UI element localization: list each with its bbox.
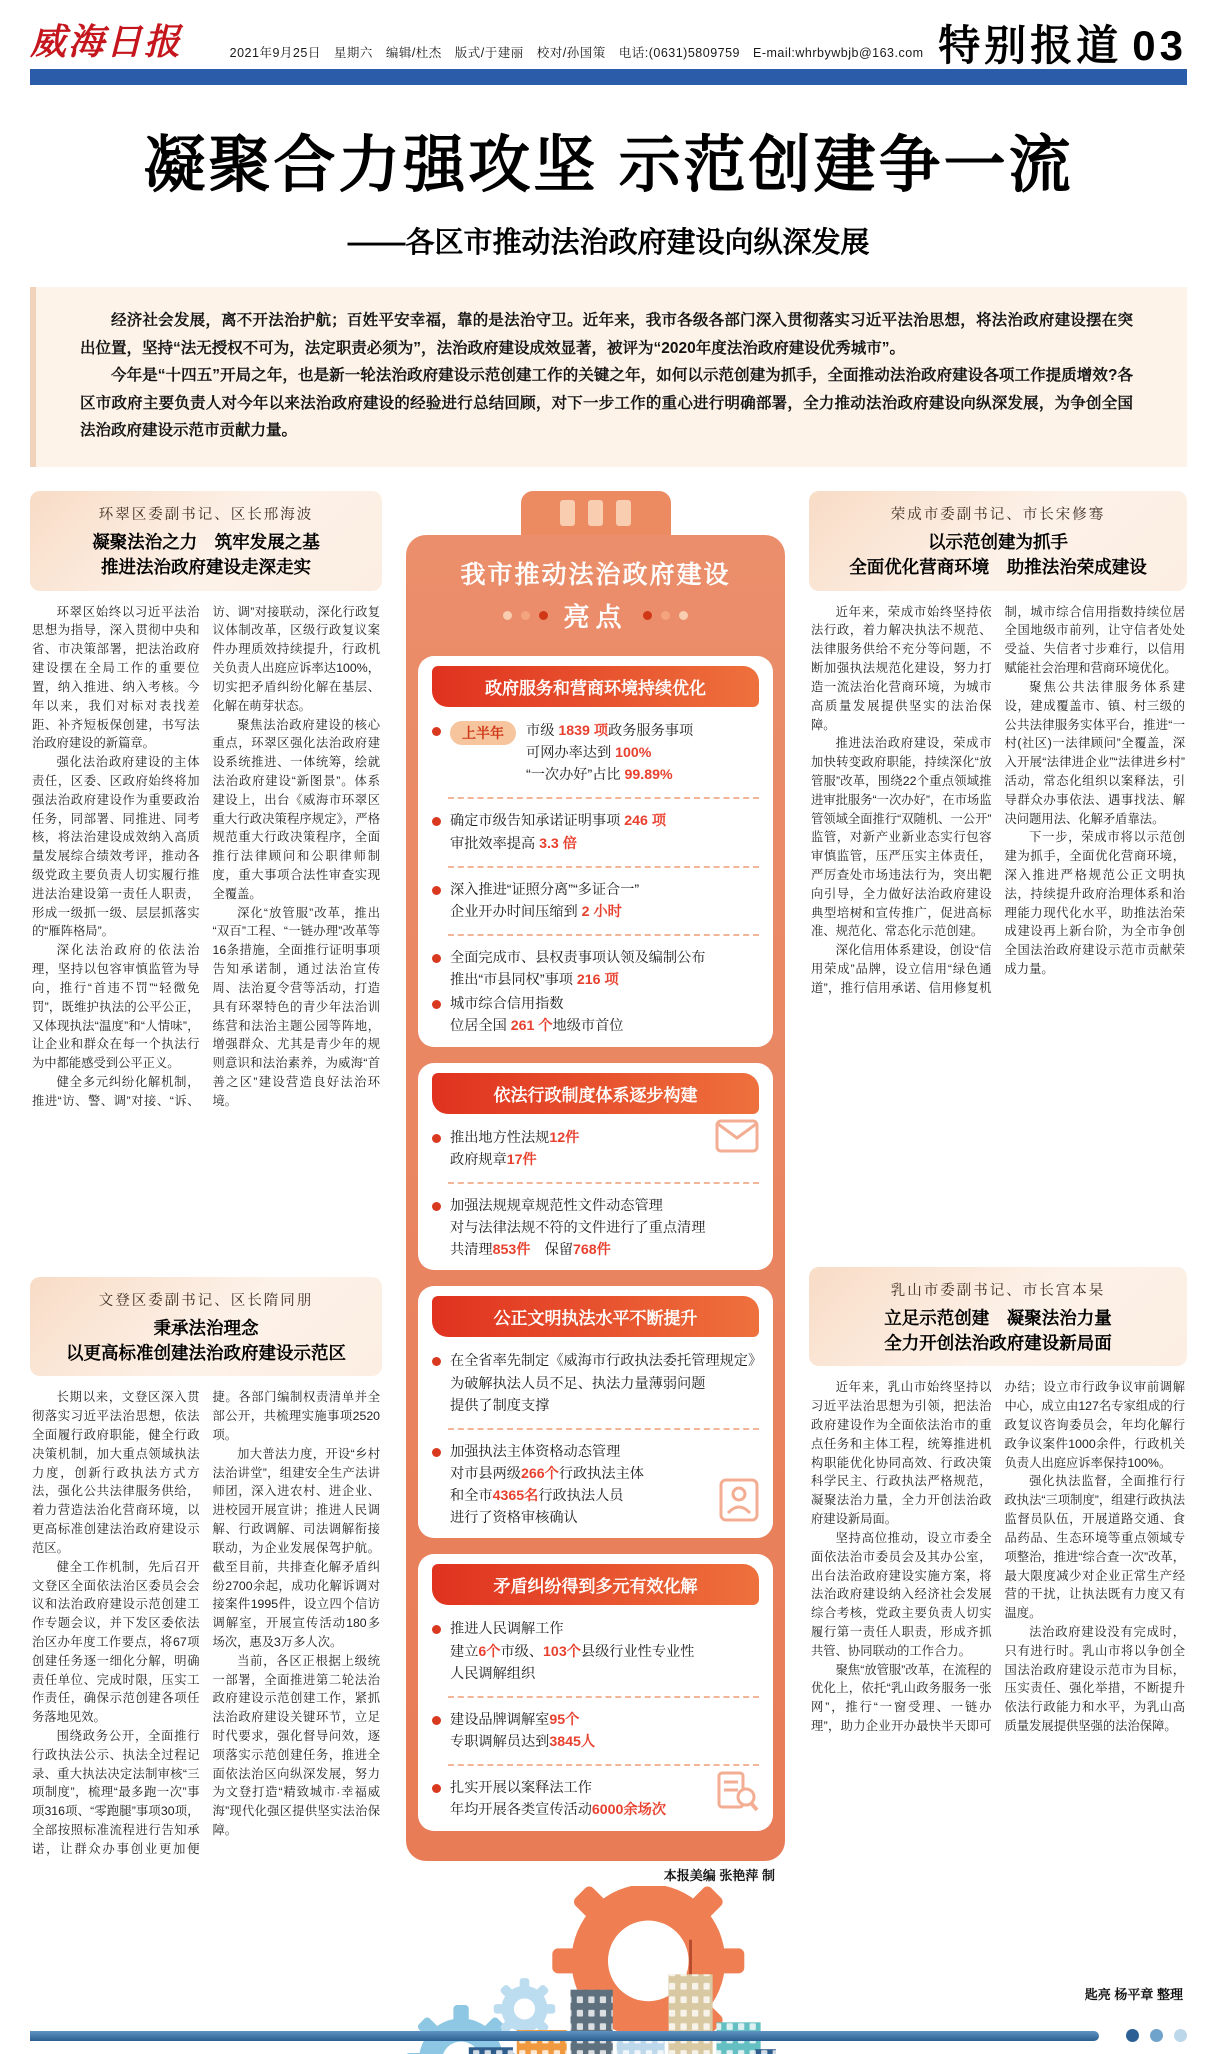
highlight-line: 深入推进“证照分离”“多证合一”: [450, 881, 640, 898]
body-paragraph: 推进法治政府建设，荣成市加快转变政府职能，持续深化“放管服”改革，围绕22个重点领域推进审批服务“一次办好”，在市场监管领域全面推行“双随机、一公开”监管，对新产业新业态实行包容审慎监管，压严压实主体责任，严厉查处市场违法行为，突出靶向引导，全力做好法治政府建设典型培树和宣传推广，促进高标准、规范化、常态化示范创建。: [811, 736, 992, 939]
highlight-line: 和全市4365名行政执法人员: [450, 1488, 624, 1505]
highlight-item: [430, 1194, 761, 1262]
highlight-item: [430, 946, 761, 992]
bullet-icon: [432, 1000, 441, 1009]
highlight-line: 推进人民调解工作: [450, 1621, 564, 1638]
main-headline: 凝聚合力强攻坚 示范创建争一流: [143, 131, 1074, 200]
highlight-item: [430, 809, 761, 855]
highlight-banner: 依法行政制度体系逐步构建: [432, 1073, 759, 1114]
highlight-line: 城市综合信用指数: [450, 996, 564, 1013]
body-paragraph: 聚焦公共法律服务体系建设，建成覆盖市、镇、村三级的公共法律服务实体平台，推进“一村(社区)一法律顾问”全覆盖，深入开展“法律进企业”“法律进乡村”活动，常态化组织以案释法，引导群众办事依法、遇事找法、解决问题用法、化解矛盾靠法。: [1004, 679, 1185, 826]
section-title: 全力开创法治政府建设新局面: [884, 1333, 1112, 1354]
bullet-icon: [432, 1134, 441, 1143]
highlight-line: 对与法律法规不符的文件进行了重点清理: [450, 1220, 706, 1237]
building-tab-icon: [521, 491, 671, 535]
masthead-rule: [30, 69, 1187, 85]
highlight-line: 进行了资格审核确认: [450, 1510, 578, 1527]
bullet-icon: [432, 1202, 441, 1211]
official-title: 环翠区委副书记、区长邢海波: [98, 506, 314, 523]
period-badge: 上半年: [450, 721, 516, 745]
section-header: [809, 1267, 1187, 1367]
body-paragraph: 健全工作机制，先后召开文登区全面依法治区委员会会议和法治政府建设示范创建工作专题会议，并下发区委依法治区办年度工作要点，将67项创建任务逐一细化分解，明确责任单位、完成时限，压实工作责任，确保示范创建各项任务落地见效。: [32, 1559, 200, 1725]
section-title: 凝聚法治之力 筑牢发展之基: [92, 531, 320, 552]
body-paragraph: 近年来，荣成市始终坚持依法行政，着力解决执法不规范、法律服务供给不充分等问题，不断加强执法规范化建设，努力打造一流法治化营商环境，为城市高质量发展提供坚实的法治保障。: [811, 604, 992, 732]
footer-dot-icon: [1126, 2029, 1139, 2042]
highlight-line: 全面完成市、县权责事项认领及编制公布: [450, 949, 706, 966]
center-feature-column: [406, 491, 785, 2054]
highlight-line: 政府规章17件: [450, 1151, 537, 1168]
highlight-line: 可网办率达到 100%: [526, 745, 652, 762]
highlight-banner: 政府服务和营商环境持续优化: [432, 666, 759, 707]
footer-dot-icon: [1150, 2029, 1163, 2042]
bullet-icon: [432, 727, 441, 736]
highlight-line: 专职调解员达到3845人: [450, 1734, 596, 1751]
section-header: [30, 1277, 382, 1377]
page-section-label: [938, 22, 1187, 70]
newspaper-logo: 威海日报: [30, 22, 183, 62]
footer-dot-icon: [1174, 2029, 1187, 2042]
highlight-item: [430, 719, 761, 787]
intro-paragraph: 经济社会发展，离不开法治护航；百姓平安幸福，靠的是法治守卫。近年来，我市各级各部门深入贯彻落实习近平法治思想，将法治政府建设摆在突出位置，坚持“法无授权不可为，法定职责必须为”，法治政府建设成效显著，被评为“2020年度法治政府建设优秀城市”。: [80, 312, 1133, 357]
dot-icon: [661, 611, 670, 620]
bullet-icon: [432, 817, 441, 826]
feature-box: [406, 535, 785, 1861]
bullet-icon: [432, 1716, 441, 1725]
bullet-icon: [432, 1625, 441, 1634]
highlight-line: “一次办好”占比 99.89%: [526, 767, 673, 784]
page-footer: [30, 2029, 1187, 2042]
dot-icon: [643, 611, 652, 620]
body-paragraph: 聚焦法治政府建设的核心重点，环翠区强化法治政府建设系统推进、一体统筹，绘就法治政府建设“新图景”。体系建设上，出台《威海市环翠区重大行政决策程序规定》，严格规范重大行政决策程序，全面推行法律顾问和公职律师制度，重大事项合法性审查实现全覆盖。: [212, 717, 380, 901]
dashed-divider: [448, 1696, 759, 1698]
bullet-icon: [432, 1784, 441, 1793]
body-paragraph: 强化法治政府建设的主体责任，区委、区政府始终将加强法治政府建设作为重要政治任务，同部署、同推进、同考核，将法治建设成效纳入高质量发展综合绩效考评，推动各级党政主要负责人切实履行推进法治建设第一责任人职责，形成一级抓一级、层层抓落实的“雁阵格局”。: [32, 755, 200, 939]
highlight-item: [430, 1617, 761, 1685]
art-credit: 本报美编 张艳萍 制: [663, 1867, 775, 1883]
highlight-box-services: [418, 656, 773, 1047]
highlight-line: 加强法规规章规范性文件动态管理: [450, 1197, 663, 1214]
body-paragraph: 深化信用体系建设，创设“信用荣成”品牌，设立信用“绿色通道”，推行信用承诺、信用修复机制，城市综合信用指数持续位居全国地级市前列，让守信者处处受益、失信者寸步难行，以信用赋能社会治理和营商环境优化。: [811, 604, 1185, 995]
official-title: 文登区委副书记、区长隋同朋: [98, 1292, 314, 1309]
body-paragraph: 当前，各区正根据上级统一部署，全面推进第二轮法治政府建设示范创建工作，紧抓法治政府建设关键环节，立足时代要求，强化督导问效，逐项落实示范创建任务，推进全面依法治区向纵深发展，努力为文登打造“精致城市·幸福威海”现代化强区提供坚实法治保障。: [212, 1653, 380, 1838]
section-title: 秉承法治理念: [153, 1317, 259, 1338]
body-paragraph: 加大普法力度，开设“乡村法治讲堂”，组建安全生产法讲师团，深入进农村、进企业、进校园开展宣讲；推进人民调解、行政调解、司法调解衔接联动，为企业发展保驾护航。截至目前，共排查化解矛盾纠纷2700余起，成功化解诉调对接案件1995件，设立四个信访调解室，开展宣传活动180多场次，惠及3万多人次。: [212, 1446, 380, 1649]
body-paragraph: 长期以来，文登区深入贯彻落实习近平法治思想，依法全面履行政府职能，健全行政决策机制，加大重点领域执法力度，创新行政执法方式方法，强化公共法律服务供给，着力营造法治化营商环境，以更高标准创建法治政府建设示范区。: [32, 1390, 200, 1555]
section-title: 全面优化营商环境 助推法治荣成建设: [849, 557, 1147, 578]
highlight-item: [430, 1349, 761, 1417]
magnifier-document-icon: [717, 1769, 759, 1813]
envelope-icon: [715, 1119, 759, 1153]
section-header: [30, 491, 382, 591]
highlight-line: 提供了制度支撑: [450, 1397, 550, 1414]
section-header: [809, 491, 1187, 591]
sub-headline: ——各区市推动法治政府建设向纵深发展: [347, 227, 870, 259]
dot-icon: [539, 611, 548, 620]
section-title: 推进法治政府建设走深走实: [101, 557, 311, 578]
section-body: [811, 1378, 1185, 1974]
body-paragraph: 坚持高位推动，设立市委全面依法治市委员会及其办公室，出台法治政府建设实施方案，将法治政府建设纳入经济社会发展综合考核，党政主要负责人切实履行第一责任人职责，形成齐抓共管、协同联动的工作合力。: [811, 1530, 992, 1658]
highlight-item: [430, 992, 761, 1038]
highlight-line: 确定市级告知承诺证明事项 246 项: [450, 813, 667, 830]
highlight-banner: 矛盾纠纷得到多元有效化解: [432, 1564, 759, 1605]
highlight-item: [430, 878, 761, 924]
body-paragraph: 围绕政务公开，全面推行行政执法公示、执法全过程记录、重大执法决定法制审核“三项制度”，梳理“最多跑一次”事项316项、“零跑腿”事项30项，全部按照标准流程进行告知承诺，让群众办事创业更加便捷。各部门编制权责清单并全部公开，共梳理实施事项2520项。: [32, 1390, 380, 1856]
highlight-line: 对市县两级266个行政执法主体: [450, 1466, 644, 1483]
highlight-line: 在全省率先制定《威海市行政执法委托管理规定》: [450, 1353, 763, 1370]
body-paragraph: 环翠区始终以习近平法治思想为指导，深入贯彻中央和省、市决策部署，把法治政府建设摆在全局工作的重要位置，纳入推进、纳入考核。今年以来，我们对标对表找差距、补齐短板保创建，书写法治政府建设的新篇章。: [32, 604, 200, 751]
highlight-box-enforcement: [418, 1286, 773, 1538]
highlight-item: [430, 1126, 761, 1172]
section-rushan: [809, 1267, 1187, 2004]
feature-title: 我市推动法治政府建设: [460, 560, 731, 589]
highlight-item: [430, 1776, 761, 1822]
highlight-line: 位居全国 261 个地级市首位: [450, 1018, 624, 1035]
highlight-line: 共清理853件 保留768件: [450, 1242, 611, 1259]
feature-subtitle-row: [416, 597, 775, 646]
dot-icon: [503, 611, 512, 620]
highlight-line: 扎实开展以案释法工作: [450, 1780, 592, 1797]
dashed-divider: [448, 934, 759, 936]
highlight-line: 市级 1839 项政务服务事项: [526, 722, 694, 739]
body-paragraph: 强化执法监督，全面推行行政执法“三项制度”，组建行政执法监督员队伍，开展道路交通、食品药品、生态环境等重点领域专项整治，推进“综合查一次”改革，最大限度减少对企业正常生产经营的干扰，让执法既有力度又有温度。: [1004, 1474, 1185, 1621]
section-title: 以示范创建为抓手: [928, 531, 1068, 552]
highlight-line: 人民调解组织: [450, 1665, 536, 1682]
feature-subtitle: 亮点: [563, 601, 628, 632]
highlight-item: [430, 1440, 761, 1531]
dashed-divider: [448, 1428, 759, 1430]
highlight-banner: 公正文明执法水平不断提升: [432, 1296, 759, 1337]
section-body: [32, 1388, 380, 2024]
intro-paragraph: 今年是“十四五”开局之年，也是新一轮法治政府建设示范创建工作的关键之年，如何以示范创建为抓手，全面推动法治政府建设各项工作提质增效?各区市政府主要负责人对今年以来法治政府建设的经验进行总结回顾，对下一步工作的重心进行明确部署，全力推动法治政府建设向纵深发展，为争创全国法治政府建设示范市贡献力量。: [80, 367, 1133, 440]
bullet-icon: [432, 886, 441, 895]
highlight-box-mediation: [418, 1554, 773, 1830]
headline-block: [0, 115, 1217, 261]
highlight-line: 推出地方性法规12件: [450, 1129, 580, 1146]
dashed-divider: [448, 1182, 759, 1184]
dot-icon: [679, 611, 688, 620]
highlight-line: 审批效率提高 3.3 倍: [450, 835, 577, 852]
section-wendeng: [30, 1277, 382, 2025]
section-huancui: [30, 491, 382, 1255]
highlight-line: 建设品牌调解室95个: [450, 1711, 580, 1728]
body-paragraph: 近年来，乳山市始终坚持以习近平法治思想为引领，把法治政府建设作为全面依法治市的重点任务和主体工程，统筹推进机构职能优化协同高效、行政决策科学民主、行政执法严格规范，凝聚法治力量，全力开创法治政府建设新局面。: [811, 1380, 992, 1527]
body-paragraph: 深化法治政府的依法治理，坚持以包容审慎监管为导向，推行“首违不罚”“轻微免罚”，既维护执法的公平公正，又体现执法“温度”和“人情味”，让企业和群众在每一个执法行为中都能感受到公平正义。: [32, 943, 200, 1071]
official-title: 荣成市委副书记、市长宋修骞: [890, 506, 1106, 523]
main-columns: [30, 491, 1187, 2054]
dashed-divider: [448, 1764, 759, 1766]
body-paragraph: 法治政府建设没有完成时，只有进行时。乳山市将以争创全国法治政府建设示范市为目标，压实责任、强化举措，不断提升依法行政能力和水平，为乳山高质量发展提供坚强的法治保障。: [1004, 1624, 1185, 1734]
left-column: [30, 491, 382, 2054]
intro-box: [30, 287, 1187, 467]
highlight-line: 为破解执法人员不足、执法力量薄弱问题: [450, 1375, 706, 1392]
section-name: 特别报道: [938, 22, 1123, 70]
highlight-line: 加强执法主体资格动态管理: [450, 1443, 621, 1460]
section-title: 以更高标准创建法治政府建设示范区: [66, 1343, 346, 1364]
masthead: [0, 0, 1217, 85]
bullet-icon: [432, 1448, 441, 1457]
right-column: [809, 491, 1187, 2054]
badge-person-icon: [719, 1478, 759, 1522]
bullet-icon: [432, 954, 441, 963]
highlight-line: 企业开办时间压缩到 2 小时: [450, 903, 622, 920]
highlight-item: [430, 1708, 761, 1754]
body-paragraph: 聚焦“放管服”改革，在流程的优化上，依托“乳山政务服务一张网”，推行“一窗受理、一链办理”，助力企业开办最快半天即可办结；设立市行政争议审前调解中心，成立由127名专家组成的行政复议咨询委员会，年均化解行政争议案件1000余件，行政机关负责人出庭应诉率保持100%。: [811, 1380, 1185, 1734]
bullet-icon: [432, 1357, 441, 1366]
highlight-line: 建立6个市级、103个县级行业性专业性: [450, 1643, 695, 1660]
body-paragraph: 深化“放管服”改革，推出“双百”工程、“一链办理”改革等16条措施，全面推行证明事项告知承诺制，通过法治宣传周、法治夏令营等活动，打造具有环翠特色的青少年法治训练营和法治主题公园等阵地，增强群众、尤其是青少年的规则意识和法治素养，为威海“首善之区”建设营造良好法治环境。: [212, 905, 380, 1108]
highlight-line: 年均开展各类宣传活动6000余场次: [450, 1802, 667, 1819]
dot-icon: [521, 611, 530, 620]
highlight-box-legislation: [418, 1063, 773, 1271]
section-body: [811, 603, 1185, 1245]
section-title: 立足示范创建 凝聚法治力量: [884, 1307, 1112, 1328]
dashed-divider: [448, 797, 759, 799]
official-title: 乳山市委副书记、市长宫本杲: [890, 1282, 1106, 1299]
body-paragraph: 下一步，荣成市将以示范创建为抓手，全面优化营商环境，深入推进严格规范公正文明执法，持续提升政府治理体系和治理能力现代化水平，助推法治荣成建设再上新台阶，为全市争创全国法治政府建设示范市贡献荣成力量。: [1004, 830, 1185, 977]
dashed-divider: [448, 866, 759, 868]
highlight-line: 推出“市县同权”事项 216 项: [450, 972, 619, 989]
article-byline: 匙亮 杨平章 整理: [1084, 1987, 1183, 2003]
body-paragraph: 健全多元纠纷化解机制，推进“访、警、调”对接、“诉、访、调”对接联动，深化行政复议体制改革，区级行政复议案件办理质效持续提升，行政机关负责人出庭应诉率达100%，切实把矛盾纠纷化解在基层、化解在萌芽状态。: [32, 604, 380, 1108]
masthead-info-line: 2021年9月25日 星期六 编辑/杜杰 版式/于建丽 校对/孙国策 电话:(0631)5809759 E-mail:whrbywbjb@163.com: [229, 46, 924, 60]
section-body: [32, 603, 380, 1255]
footer-bar-decoration: [30, 2031, 1099, 2041]
page-number: 03: [1132, 22, 1187, 70]
section-rongcheng: [809, 491, 1187, 1245]
